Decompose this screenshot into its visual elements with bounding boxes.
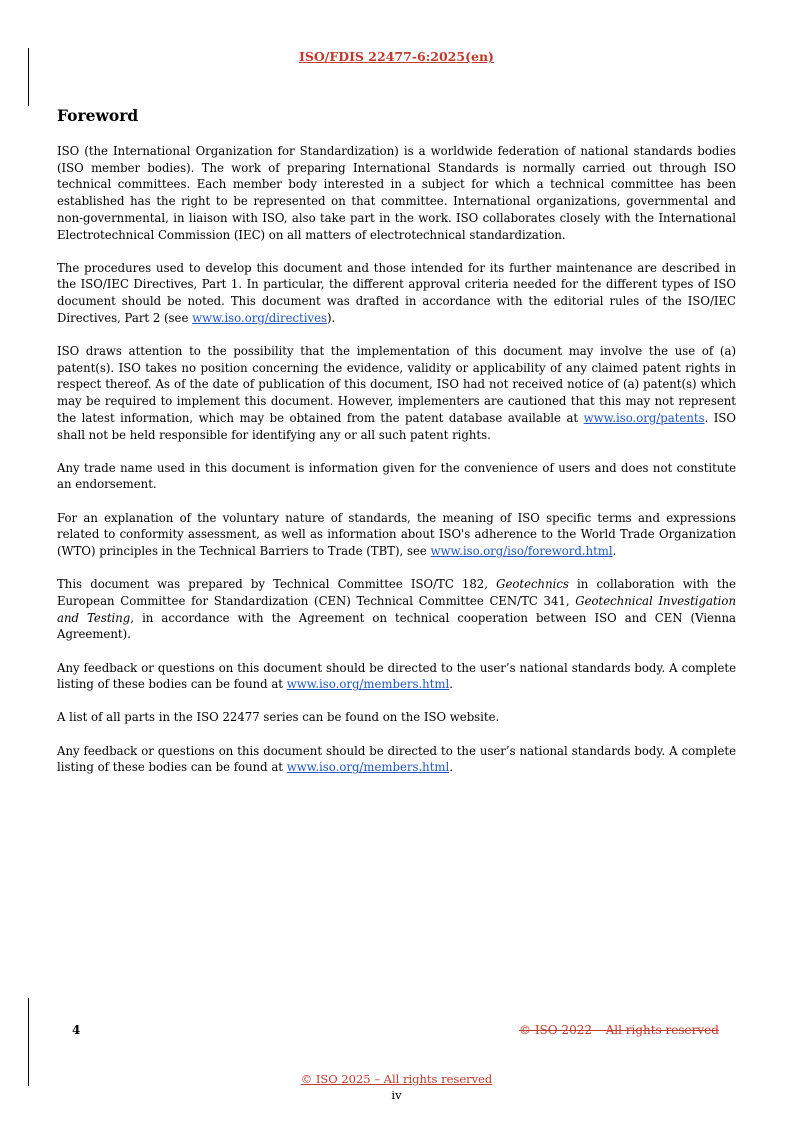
old-copyright-struck: © ISO 2022 – All rights reserved — [519, 1023, 719, 1037]
paragraph-feedback-repeat: Any feedback or questions on this document should be directed to the user’s national standards body. A complete listing of these bodies can be found at www.iso.org/members.html. — [57, 743, 736, 775]
foreword-link[interactable]: www.iso.org/iso/foreword.html — [430, 544, 613, 559]
page-number: iv — [391, 1088, 402, 1102]
foreword-body — [57, 143, 736, 793]
members-link[interactable]: www.iso.org/members.html — [286, 677, 450, 692]
paragraph-series-list: A list of all parts in the ISO 22477 series can be found on the ISO website. — [57, 710, 500, 725]
paragraph-feedback: Any feedback or questions on this document should be directed to the user’s national standards body. A complete listing of these bodies can be found at www.iso.org/members.html. — [57, 660, 736, 692]
patents-link[interactable]: www.iso.org/patents — [583, 410, 705, 425]
page-title: Foreword — [57, 106, 139, 125]
paragraph-iso-intro: ISO (the International Organization for Standardization) is a worldwide federation of national standards bodies (ISO member bodies). The work of preparing International Standards is normally carried out through ISO technical committees. Each member body interested in a subject for which a technical committee has been established has the right to be represented on that committee. International organizations, governmental and non-governmental, in liaison with ISO, also take part in the work. ISO collaborates closely with the International Electrotechnical Commission (IEC) on all matters of electrotechnical standardization. — [57, 144, 736, 242]
paragraph-procedures: The procedures used to develop this document and those intended for its further maintenance are described in the ISO/IEC Directives, Part 1. In particular, the different approval criteria needed for the different types of ISO document should be noted. This document was drafted in accordance with the editorial rules of the ISO/IEC Directives, Part 2 (see www.iso.org/directives). — [57, 260, 736, 325]
paragraph-voluntary-nature: For an explanation of the voluntary nature of standards, the meaning of ISO specific terms and expressions related to conformity assessment, as well as information about ISO's adherence to the World Trade Organization (WTO) principles in the Technical Barriers to Trade (TBT), see www.iso.org/iso/foreword.html. — [57, 510, 736, 559]
members-link-repeat[interactable]: www.iso.org/members.html — [286, 760, 450, 775]
directives-link[interactable]: www.iso.org/directives — [192, 310, 327, 325]
paragraph-prepared-by: This document was prepared by Technical Committee ISO/TC 182, Geotechnics in collaboration with the European Committee for Standardization (CEN) Technical Committee CEN/TC 341, Geotechnical Investigation and Testing, in accordance with the Agreement on technical cooperation between ISO and CEN (Vienna Agreement). — [57, 577, 737, 642]
copyright-notice: © ISO 2025 – All rights reserved — [300, 1072, 493, 1086]
document-id-header: ISO/FDIS 22477-6:2025(en) — [299, 49, 494, 64]
paragraph-trade-name: Any trade name used in this document is information given for the convenience of users and does not constitute an endorsement. — [57, 460, 736, 492]
paragraph-patents: ISO draws attention to the possibility that the implementation of this document may involve the use of (a) patent(s). ISO takes no position concerning the evidence, validity or applicability of any claimed patent rights in respect thereof. As of the date of publication of this document, ISO had not received notice of (a) patent(s) which may be required to implement this document. However, implementers are cautioned that this may not represent the latest information, which may be obtained from the patent database available at www.iso.org/patents. ISO shall not be held responsible for identifying any or all such patent rights. — [57, 344, 737, 442]
old-page-number: 4 — [72, 1023, 81, 1037]
